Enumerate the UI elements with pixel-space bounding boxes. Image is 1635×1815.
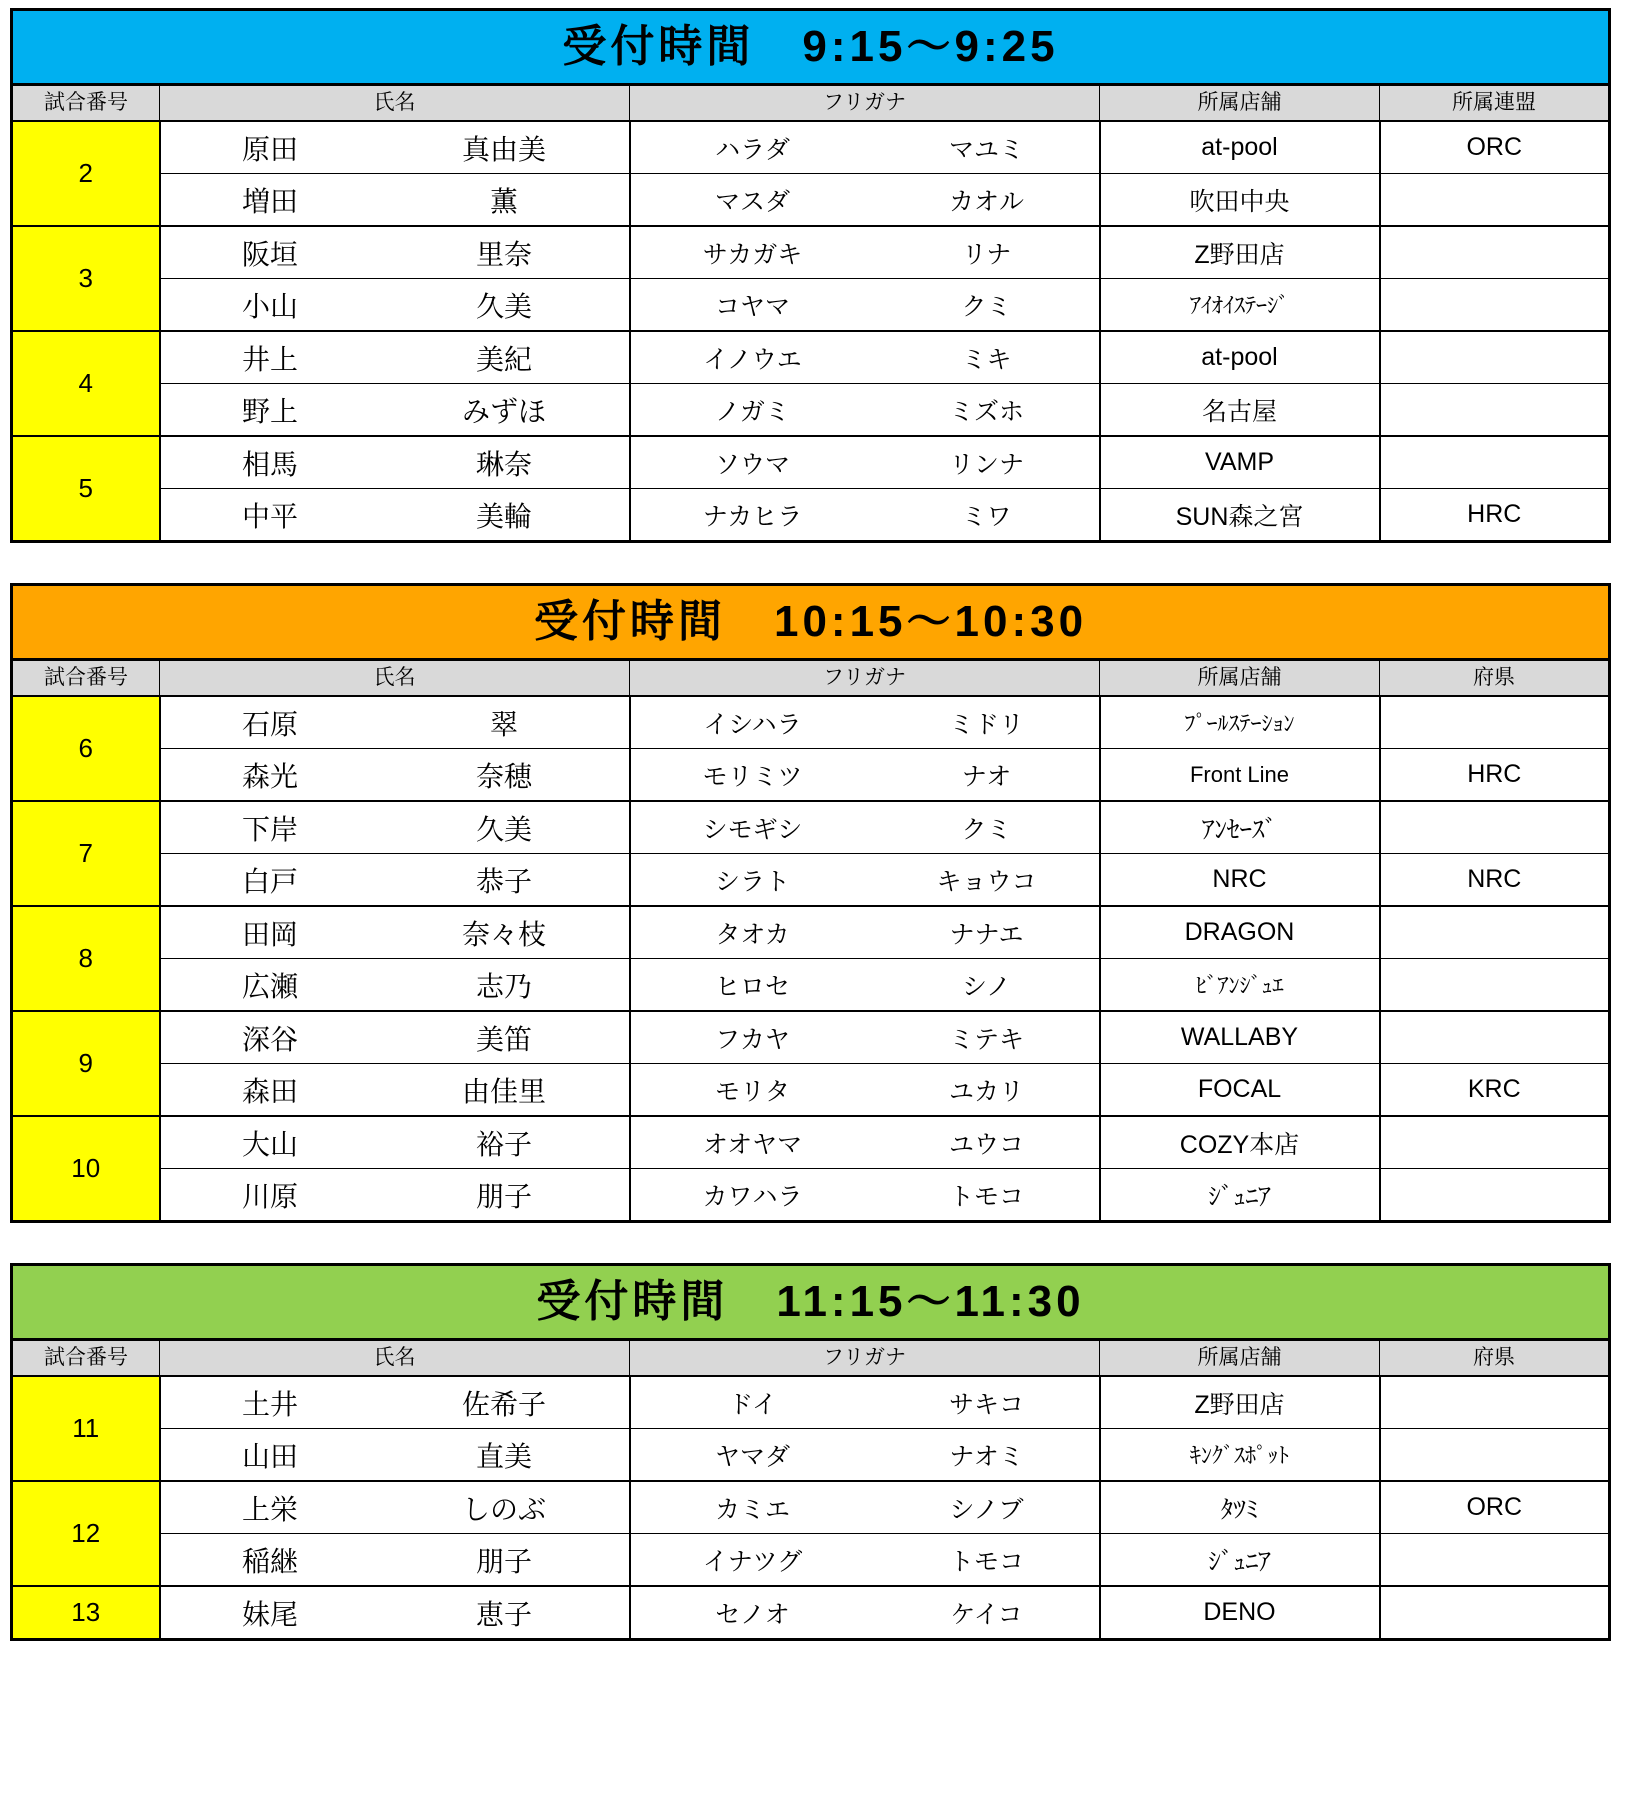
player-kana-cell [630,121,1100,174]
player-kana-family: モリミツ [702,762,803,791]
player-given-name: 翠 [489,708,518,740]
table-row [12,749,1610,802]
player-family-name: 妹尾 [241,1598,298,1630]
player-family-name: 小山 [241,290,298,322]
player-kana-given: ミテキ [948,1025,1024,1054]
table-row [12,384,1610,437]
player-family-name: 白戸 [241,865,298,897]
match-number-cell: 10 [12,1116,160,1222]
column-header: 試合番号 [12,660,160,697]
player-given-name: 琳奈 [475,448,532,480]
player-kana-given: トモコ [948,1547,1024,1576]
match-number-cell: 7 [12,801,160,906]
table-header-row [12,660,1610,697]
player-given-name: 薫 [489,185,518,217]
table-row [12,436,1610,489]
player-family-name: 田岡 [241,918,298,950]
player-kana-given: クミ [961,292,1012,321]
player-name-cell [160,174,630,227]
player-kana-cell [630,1011,1100,1064]
table-row [12,1481,1610,1534]
table-header-row [12,1340,1610,1377]
league-cell: HRC [1380,489,1610,542]
table-row [12,1064,1610,1117]
match-number-cell: 6 [12,696,160,801]
player-name-cell [160,854,630,907]
player-name-cell [160,331,630,384]
shop-cell: ｱｲｵｲｽﾃｰｼﾞ [1100,279,1380,332]
table-row [12,854,1610,907]
player-kana-cell [630,1534,1100,1587]
player-kana-cell [630,1481,1100,1534]
block-banner: 受付時間 9:15～9:25 [12,10,1610,85]
shop-cell: FOCAL [1100,1064,1380,1117]
league-cell [1380,1376,1610,1429]
player-family-name: 稲継 [241,1545,298,1577]
player-family-name: 井上 [241,343,298,375]
league-cell [1380,1011,1610,1064]
table-row [12,1534,1610,1587]
player-family-name: 森光 [241,760,298,792]
player-kana-cell [630,696,1100,749]
match-number-cell: 8 [12,906,160,1011]
player-kana-family: ナカヒラ [702,502,803,531]
match-number-cell: 4 [12,331,160,436]
column-header: 氏名 [160,1340,630,1377]
league-cell [1380,1586,1610,1640]
table-row [12,801,1610,854]
player-kana-cell [630,1169,1100,1222]
player-name-cell [160,121,630,174]
player-family-name: 石原 [241,708,298,740]
player-name-cell [160,696,630,749]
table-row [12,1011,1610,1064]
player-kana-family: モリタ [714,1077,790,1106]
player-kana-given: ケイコ [950,1600,1023,1629]
player-kana-cell [630,749,1100,802]
column-header: 氏名 [160,85,630,122]
player-kana-cell [630,1586,1100,1640]
player-kana-family: ハラダ [715,135,790,164]
player-family-name: 野上 [241,395,298,427]
player-kana-given: ナオ [961,762,1012,791]
table-row [12,1429,1610,1482]
table-row [12,1169,1610,1222]
league-cell: KRC [1380,1064,1610,1117]
league-cell [1380,959,1610,1012]
column-header: 府県 [1380,1340,1610,1377]
league-cell: HRC [1380,749,1610,802]
shop-cell: ｼﾞｭﾆｱ [1100,1534,1380,1587]
league-cell [1380,1534,1610,1587]
player-given-name: 奈々枝 [461,918,546,950]
player-kana-given: ミワ [961,502,1012,531]
match-number-cell: 5 [12,436,160,542]
match-number-cell: 11 [12,1376,160,1481]
player-kana-given: シノ [961,972,1011,1001]
league-cell [1380,1116,1610,1169]
player-kana-family: コヤマ [714,292,790,321]
player-given-name: 久美 [475,813,532,845]
league-cell [1380,1429,1610,1482]
player-kana-family: ソウマ [714,450,790,479]
shop-cell: NRC [1100,854,1380,907]
column-header: 府県 [1380,660,1610,697]
league-cell: NRC [1380,854,1610,907]
schedule-blocks [10,8,1625,1641]
player-kana-given: クミ [961,815,1012,844]
player-given-name: 由佳里 [461,1075,546,1107]
table-row [12,1586,1610,1640]
player-kana-family: シラト [714,867,790,896]
league-cell [1380,906,1610,959]
shop-cell: Front Line [1100,749,1380,802]
player-kana-cell [630,906,1100,959]
schedule-table [10,8,1611,543]
shop-cell: at-pool [1100,121,1380,174]
player-family-name: 阪垣 [241,238,298,270]
shop-cell: Z野田店 [1100,1376,1380,1429]
player-name-cell [160,226,630,279]
player-kana-cell [630,331,1100,384]
shop-cell: ﾀﾂﾐ [1100,1481,1380,1534]
shop-cell: SUN森之宮 [1100,489,1380,542]
player-given-name: 真由美 [461,133,546,165]
player-kana-cell [630,854,1100,907]
player-kana-cell [630,1116,1100,1169]
shop-cell: ｱﾝｾｰｽﾞ [1100,801,1380,854]
match-number-cell: 12 [12,1481,160,1586]
player-kana-given: シノブ [949,1495,1024,1524]
player-kana-cell [630,279,1100,332]
player-name-cell [160,1429,630,1482]
shop-cell: ﾋﾞｱﾝｼﾞｭｴ [1100,959,1380,1012]
league-cell [1380,436,1610,489]
column-header: 氏名 [160,660,630,697]
shop-cell: 名古屋 [1100,384,1380,437]
schedule-table [10,1263,1611,1641]
shop-cell: 吹田中央 [1100,174,1380,227]
player-kana-family: オオヤマ [702,1130,803,1159]
player-kana-family: ヤマダ [714,1442,790,1471]
player-kana-family: タオカ [715,920,790,949]
player-kana-given: リナ [961,240,1012,269]
shop-cell: Z野田店 [1100,226,1380,279]
player-given-name: 佐希子 [461,1388,546,1420]
player-kana-family: イシハラ [703,710,802,739]
player-given-name: しのぶ [461,1493,546,1525]
column-header: 所属店舗 [1100,660,1380,697]
schedule-block [10,8,1625,543]
table-row [12,279,1610,332]
shop-cell: at-pool [1100,331,1380,384]
player-name-cell [160,436,630,489]
league-cell [1380,696,1610,749]
player-kana-family: ヒロセ [714,972,790,1001]
schedule-block [10,1263,1625,1641]
table-row [12,696,1610,749]
player-kana-given: トモコ [948,1182,1024,1211]
player-given-name: 久美 [475,290,532,322]
player-kana-family: シモギシ [702,815,803,844]
column-header: フリガナ [630,1340,1100,1377]
player-kana-given: リンナ [948,450,1024,479]
player-kana-given: ミズホ [948,397,1024,426]
player-family-name: 原田 [241,133,298,165]
league-cell [1380,174,1610,227]
column-header: 所属店舗 [1100,1340,1380,1377]
player-name-cell [160,1481,630,1534]
league-cell [1380,279,1610,332]
player-family-name: 広瀬 [241,970,298,1002]
player-given-name: 里奈 [475,238,532,270]
column-header: 所属連盟 [1380,85,1610,122]
league-cell [1380,331,1610,384]
shop-cell: ﾌﾟｰﾙｽﾃｰｼｮﾝ [1100,696,1380,749]
player-given-name: 裕子 [475,1128,532,1160]
player-given-name: みずほ [461,395,546,427]
player-family-name: 下岸 [241,813,298,845]
table-header-row [12,85,1610,122]
player-given-name: 志乃 [475,970,532,1002]
table-row [12,1376,1610,1429]
column-header: 試合番号 [12,1340,160,1377]
player-family-name: 上栄 [241,1493,298,1525]
player-given-name: 美紀 [475,343,532,375]
column-header: フリガナ [630,85,1100,122]
match-number-cell: 2 [12,121,160,226]
player-kana-given: カオル [948,187,1024,216]
table-row [12,121,1610,174]
player-kana-family: イナツグ [702,1547,803,1576]
player-name-cell [160,1376,630,1429]
player-kana-given: ミキ [961,345,1012,374]
player-family-name: 増田 [241,185,298,217]
player-family-name: 深谷 [241,1023,298,1055]
player-family-name: 川原 [241,1180,298,1212]
table-row [12,489,1610,542]
league-cell: ORC [1380,121,1610,174]
player-kana-cell [630,801,1100,854]
player-given-name: 朋子 [475,1180,532,1212]
player-name-cell [160,384,630,437]
schedule-table [10,583,1611,1223]
player-kana-family: セノオ [715,1600,790,1629]
player-name-cell [160,749,630,802]
league-cell [1380,226,1610,279]
player-given-name: 恭子 [475,865,532,897]
player-name-cell [160,1169,630,1222]
table-row [12,1116,1610,1169]
shop-cell: WALLABY [1100,1011,1380,1064]
table-row [12,174,1610,227]
column-header: 試合番号 [12,85,160,122]
column-header: フリガナ [630,660,1100,697]
match-number-cell: 9 [12,1011,160,1116]
player-kana-family: カワハラ [702,1182,803,1211]
schedule-block [10,583,1625,1223]
block-banner: 受付時間 10:15～10:30 [12,585,1610,660]
player-kana-given: ミドリ [948,710,1024,739]
player-name-cell [160,1586,630,1640]
column-header: 所属店舗 [1100,85,1380,122]
shop-cell: VAMP [1100,436,1380,489]
match-number-cell: 13 [12,1586,160,1640]
player-name-cell [160,959,630,1012]
player-kana-family: ドイ [728,1390,777,1419]
match-number-cell: 3 [12,226,160,331]
player-kana-given: ユカリ [948,1077,1024,1106]
player-given-name: 奈穂 [475,760,532,792]
player-given-name: 恵子 [475,1598,532,1630]
player-kana-family: ノガミ [715,397,790,426]
shop-cell: DENO [1100,1586,1380,1640]
player-kana-given: ナナエ [949,920,1024,949]
table-row [12,226,1610,279]
league-cell [1380,1169,1610,1222]
player-kana-given: サキコ [948,1390,1024,1419]
player-kana-cell [630,226,1100,279]
table-row [12,959,1610,1012]
league-cell: ORC [1380,1481,1610,1534]
player-name-cell [160,1534,630,1587]
player-name-cell [160,279,630,332]
player-kana-given: キョウコ [936,867,1037,896]
player-kana-given: マユミ [948,135,1024,164]
player-given-name: 直美 [475,1440,532,1472]
player-kana-cell [630,1376,1100,1429]
player-kana-family: カミエ [714,1495,790,1524]
player-kana-family: マスダ [714,187,790,216]
table-row [12,331,1610,384]
league-cell [1380,384,1610,437]
player-kana-given: ユウコ [948,1130,1024,1159]
player-kana-cell [630,959,1100,1012]
shop-cell: ｼﾞｭﾆｱ [1100,1169,1380,1222]
table-row [12,906,1610,959]
player-family-name: 森田 [241,1075,298,1107]
player-kana-given: ナオミ [949,1442,1024,1471]
player-name-cell [160,906,630,959]
block-banner: 受付時間 11:15～11:30 [12,1265,1610,1340]
player-given-name: 朋子 [475,1545,532,1577]
player-family-name: 中平 [241,500,298,532]
player-given-name: 美笛 [475,1023,532,1055]
shop-cell: ｷﾝｸﾞｽﾎﾟｯﾄ [1100,1429,1380,1482]
player-kana-cell [630,436,1100,489]
player-kana-family: フカヤ [715,1025,790,1054]
player-kana-family: サカガキ [702,240,803,269]
player-kana-cell [630,384,1100,437]
player-name-cell [160,1011,630,1064]
player-family-name: 山田 [241,1440,298,1472]
player-kana-cell [630,174,1100,227]
player-kana-cell [630,1064,1100,1117]
player-name-cell [160,801,630,854]
league-cell [1380,801,1610,854]
player-family-name: 相馬 [241,448,298,480]
player-name-cell [160,489,630,542]
player-kana-family: イノウエ [703,345,802,374]
shop-cell: COZY本店 [1100,1116,1380,1169]
player-kana-cell [630,489,1100,542]
player-family-name: 土井 [241,1388,298,1420]
player-given-name: 美輪 [475,500,532,532]
shop-cell: DRAGON [1100,906,1380,959]
player-kana-cell [630,1429,1100,1482]
player-name-cell [160,1064,630,1117]
player-name-cell [160,1116,630,1169]
player-family-name: 大山 [241,1128,298,1160]
